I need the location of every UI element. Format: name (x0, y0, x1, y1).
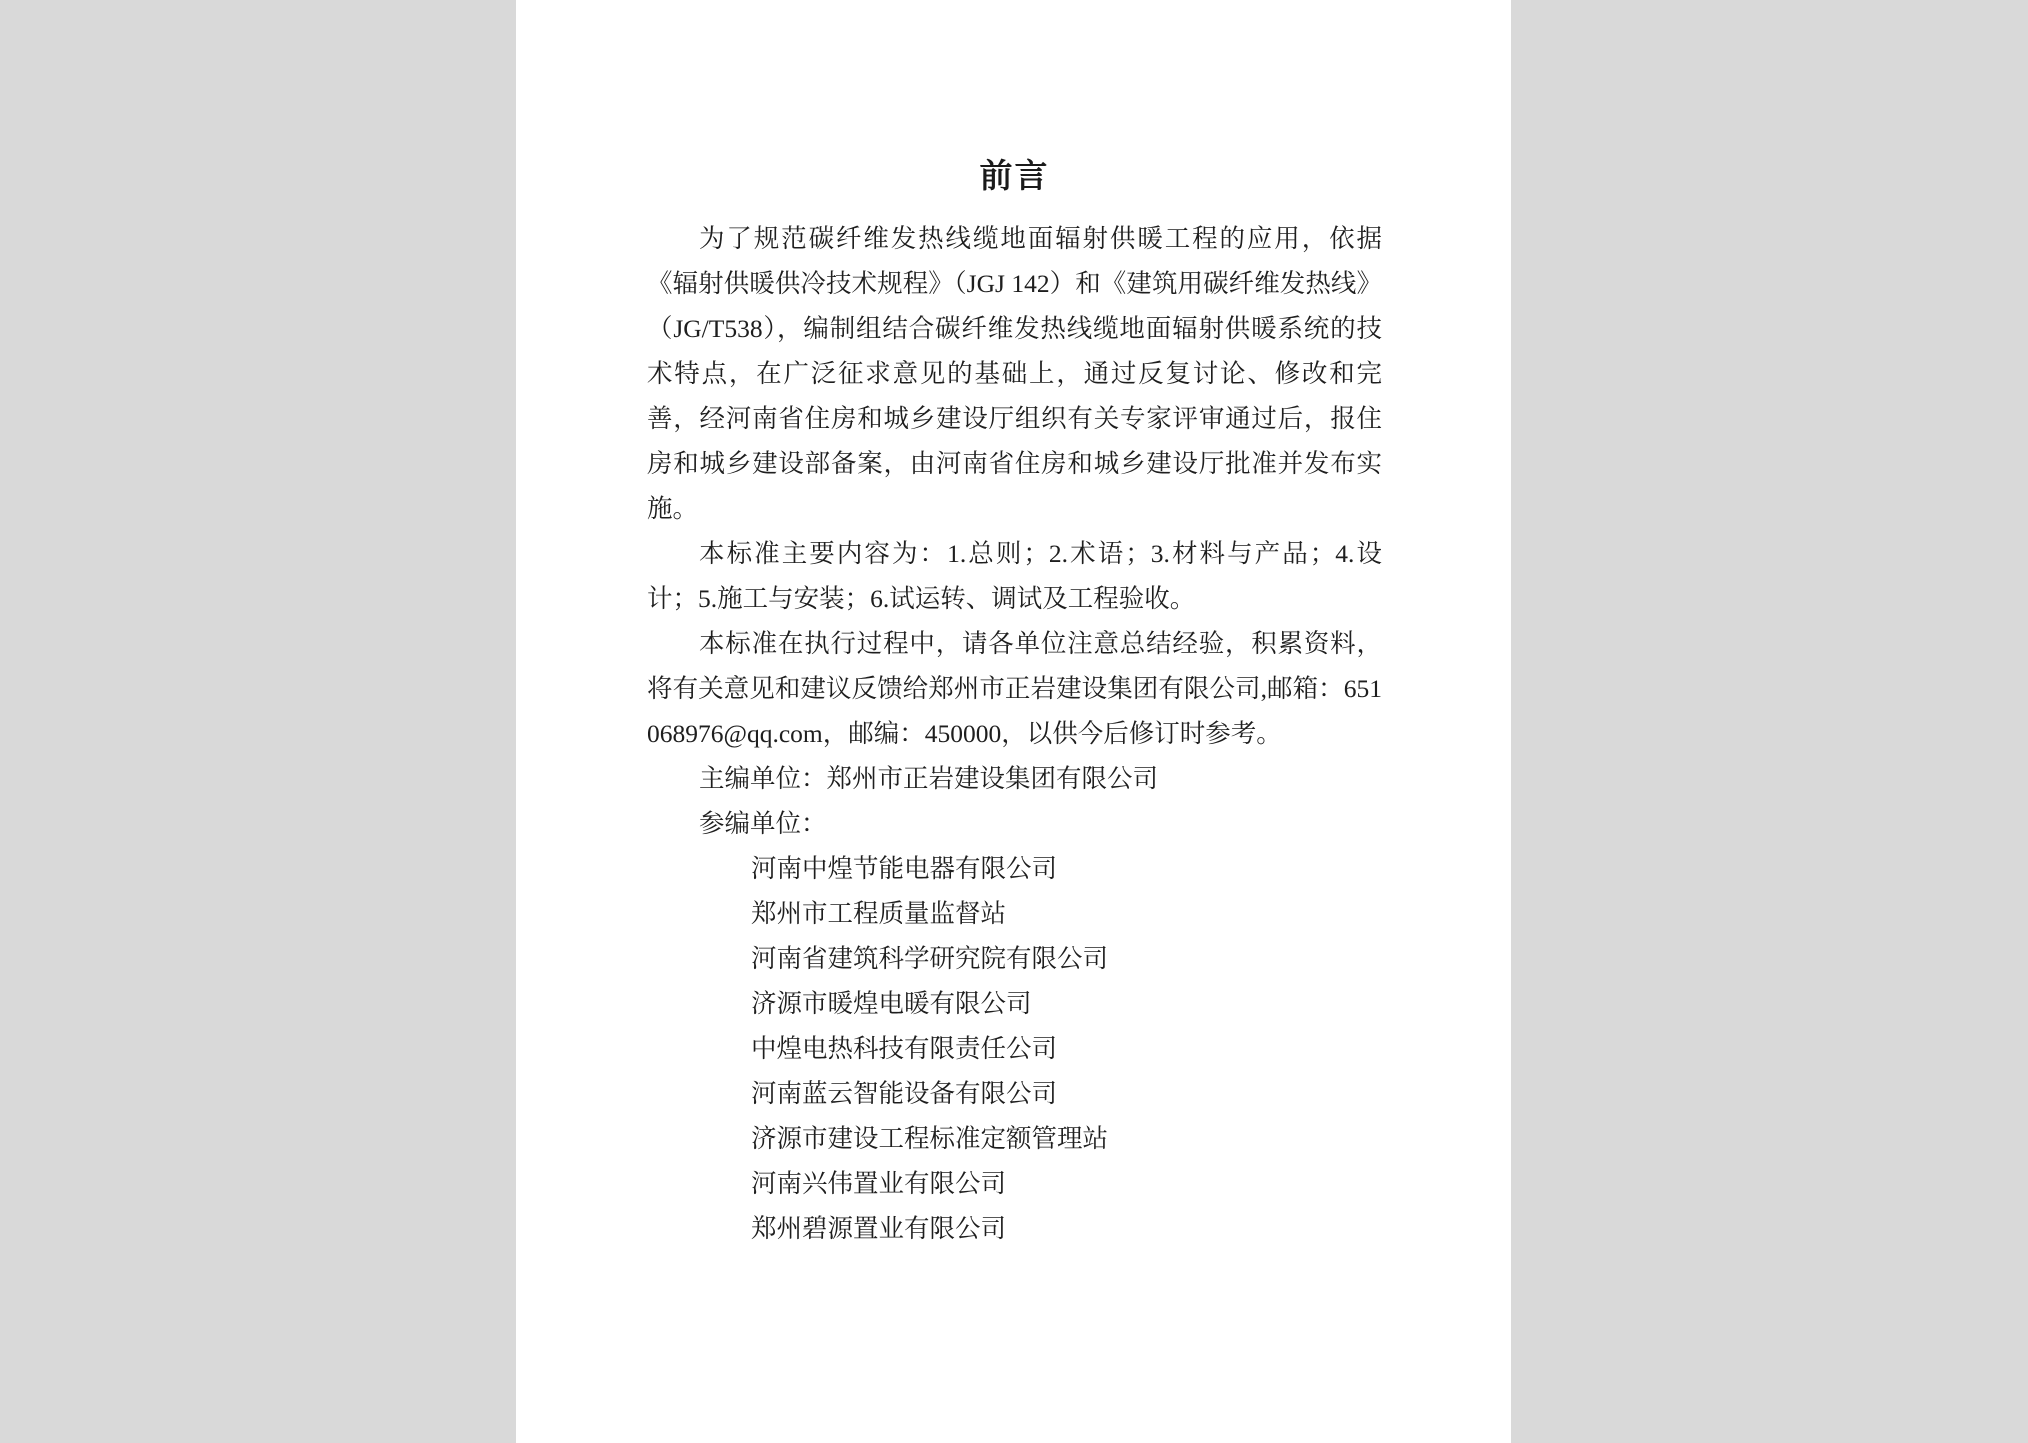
participants-label: 参编单位： (699, 809, 827, 838)
preface-content (647, 148, 1382, 1251)
list-item: 河南蓝云智能设备有限公司 (751, 1079, 1058, 1108)
preface-paragraph-purpose: 为了规范碳纤维发热线缆地面辐射供暖工程的应用，依据《辐射供暖供冷技术规程》（JGJ 142）和《建筑用碳纤维发热线》（JG/T538），编制组结合碳纤维发热线缆地面辐射供暖系统的技术特点，在广泛征求意见的基础上，通过反复讨论、修改和完善，经河南省住房和城乡建设厅组织有关专家评审通过后，报住房和城乡建设部备案，由河南省住房和城乡建设厅批准并发布实施。 (647, 224, 1382, 523)
list-item: 河南兴伟置业有限公司 (751, 1169, 1007, 1198)
preface-paragraph-contents: 本标准主要内容为：1.总则；2.术语；3.材料与产品；4.设计；5.施工与安装；6.试运转、调试及工程验收。 (647, 539, 1382, 613)
chief-editor-unit: 主编单位：郑州市正岩建设集团有限公司 (699, 764, 1159, 793)
participants-list (647, 846, 1382, 1251)
document-page (516, 0, 1511, 1443)
list-item: 济源市建设工程标准定额管理站 (751, 1124, 1109, 1153)
list-item: 郑州碧源置业有限公司 (751, 1214, 1007, 1243)
list-item: 中煌电热科技有限责任公司 (751, 1034, 1058, 1063)
list-item: 河南省建筑科学研究院有限公司 (751, 944, 1109, 973)
list-item: 济源市暖煌电暖有限公司 (751, 989, 1032, 1018)
list-item: 河南中煌节能电器有限公司 (751, 854, 1058, 883)
preface-paragraph-feedback: 本标准在执行过程中，请各单位注意总结经验，积累资料，将有关意见和建议反馈给郑州市正岩建设集团有限公司,邮箱：651068976@qq.com，邮编：450000，以供今后修订时参考。 (647, 629, 1382, 748)
page-title: 前言 (979, 156, 1050, 195)
list-item: 郑州市工程质量监督站 (751, 899, 1007, 928)
